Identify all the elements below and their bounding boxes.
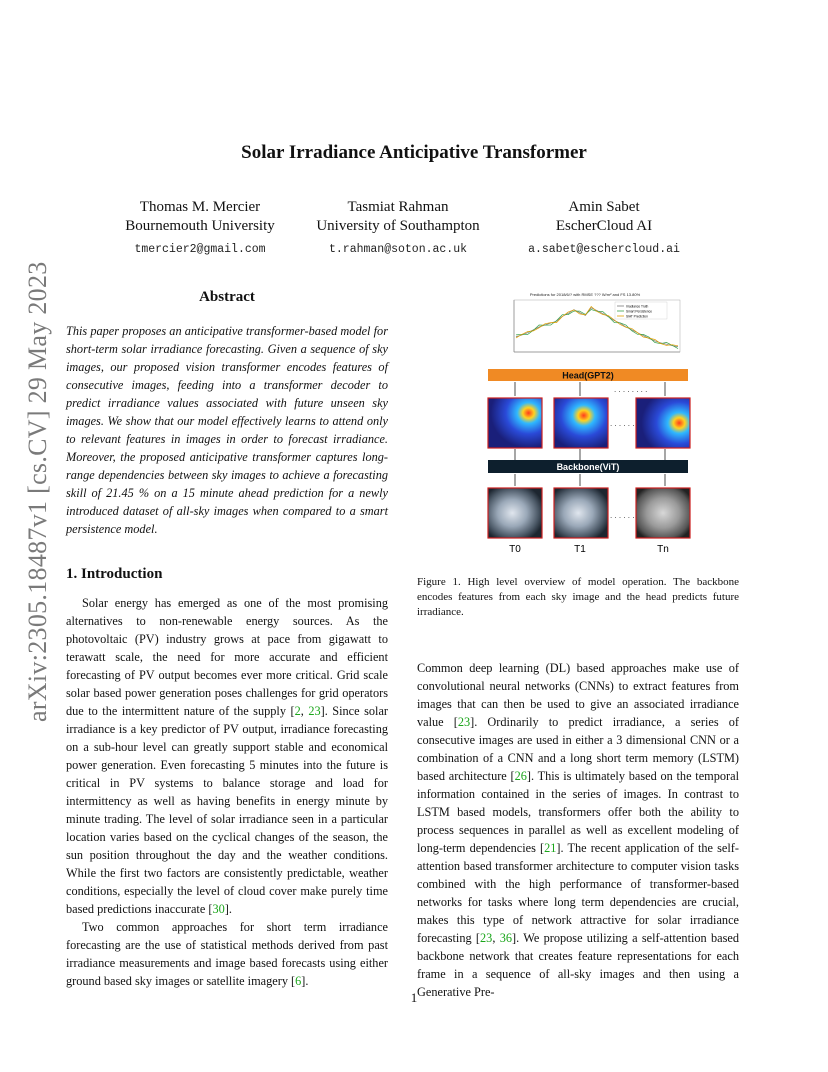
author-affiliation: University of Southampton bbox=[316, 218, 480, 234]
head-label: Head(GPT2) bbox=[562, 370, 614, 381]
intro-paragraph: Two common approaches for short term irradiance forecasting are the use of statistical methods derived from past irradiance measurements and image based forecasts using either ground based sky images or satellite imagery [6]. bbox=[66, 920, 388, 988]
author-email[interactable]: t.rahman@soton.ac.uk bbox=[328, 243, 468, 256]
citation-link[interactable]: 23 bbox=[457, 715, 471, 729]
irradiance-chart bbox=[514, 292, 680, 352]
legend-truth: Irradiance Truth bbox=[626, 304, 649, 309]
sky-image-t0 bbox=[488, 488, 542, 538]
abstract-text: This paper proposes an anticipative transformer-based model for short-term solar irradiance forecasting. Given a sequence of sky images, our proposed vision transformer encodes features of consecutive images, feeding into a transformer decoder to predict irradiance values associated with future unseen sky images. We show that our model effectively learns to attend only to relevant features in images in order to forecast irradiance. Moreover, the proposed anticipative transformer captures long-range dependencies between sky images to achieve a forecasting skill of 21.45 % on a 15 minute ahead prediction for a newly introduced dataset of all-sky images when compared to a smart persistence model. bbox=[66, 324, 388, 536]
legend-prediction: SIAT Prediction bbox=[626, 314, 648, 319]
sky-image-t1 bbox=[554, 488, 608, 538]
intro-left-column bbox=[66, 594, 388, 990]
chart-legend bbox=[615, 302, 667, 319]
backbone-label: Backbone(ViT) bbox=[556, 462, 620, 472]
intro-paragraph: Solar energy has emerged as one of the most promising alternatives to non-renewable energy sources. As the photovoltaic (PV) industry grows at pace from gigawatt to terawatt scale, the need for more accurate and efficient forecasting of PV output becomes ever more critical. Grid scale solar based power generation poses challenges for grid operators due to the intermittent nature of the supply [2, 23]. Since solar irradiance is a key predictor of PV output, irradiance forecasting on a sub-hour level can greatly support stable and economical power generation. Even forecasting 5 minutes into the future is critical in PV systems to balance storage and load for intermittency as well as having benefits in energy minute by minute trading. The level of solar irradiance seen in a particular location varies based on the cyclical changes of the season, the sun position throughout the day and the weather conditions. While the first two factors are consistently predictable, weather conditions, especially the level of cloud cover make purely time based predictions inaccurate [30]. bbox=[66, 596, 388, 916]
author-affiliation: Bournemouth University bbox=[125, 218, 275, 234]
citation-link[interactable]: 26 bbox=[514, 769, 527, 783]
section-heading: 1. Introduction bbox=[66, 566, 163, 582]
author-email[interactable]: tmercier2@gmail.com bbox=[134, 243, 266, 256]
ellipsis-top: . . . . . . . . bbox=[614, 385, 648, 394]
citation-link[interactable]: 30 bbox=[212, 902, 225, 916]
legend-persistence: Smart Persistence bbox=[626, 309, 653, 314]
chart-title: Predictions for 2018/6/? with RMSE ??? W/m² and FS 13.80% bbox=[529, 292, 641, 297]
citation-link[interactable]: 6 bbox=[295, 974, 302, 988]
author-2 bbox=[283, 198, 513, 259]
author-name: Thomas M. Mercier bbox=[139, 199, 261, 215]
author-1 bbox=[85, 198, 315, 259]
figure-1 bbox=[470, 288, 700, 558]
arxiv-identifier: arXiv:2305.18487v1 [cs.CV] 29 May 2023 bbox=[23, 261, 52, 722]
attention-map-t0 bbox=[488, 398, 542, 448]
attention-map-tn bbox=[636, 398, 690, 448]
frame-label-t0: T0 bbox=[509, 544, 521, 555]
ellipsis-bottom: . . . . . . bbox=[610, 511, 635, 520]
abstract-heading: Abstract bbox=[199, 289, 255, 305]
intro-right-column bbox=[417, 659, 739, 1001]
citation-link[interactable]: 23 bbox=[480, 931, 493, 945]
figure-diagram bbox=[470, 288, 700, 558]
intro-paragraph: Common deep learning (DL) based approaches make use of convolutional neural networks (CNNs) to extract features from images that can then be used to give an associated irradiance value [23]. Ordinarily to predict irradiance, a series of consecutive images are used in either a 3 dimensional CNN or a combination of a CNN and a long short term memory (LSTM) based architecture [26]. This is ultimately based on the temporal information contained in the series of images. In contrast to LSTM based models, transformers offer both the ability to process sequences in parallel as well as excellent modeling of long-term dependencies [21]. The recent application of the self-attention based transformer architecture to computer vision tasks combined with the high performance of transformer-based networks for tasks where long term dependencies are crucial, makes this type of network attractive for solar irradiance forecasting [23, 36]. We propose utilizing a self-attention based backbone network that creates feature representations for each frame in a sequence of all-sky images and then using a Generative Pre- bbox=[417, 661, 739, 999]
page-number: 1 bbox=[410, 990, 418, 1005]
author-3 bbox=[489, 198, 719, 259]
citation-link[interactable]: 36 bbox=[499, 931, 512, 945]
author-name: Tasmiat Rahman bbox=[347, 199, 449, 215]
attention-map-t1 bbox=[554, 398, 608, 448]
citation-link[interactable]: 23 bbox=[308, 704, 321, 718]
citation-link[interactable]: 2 bbox=[294, 704, 301, 718]
author-affiliation: EscherCloud AI bbox=[555, 218, 653, 234]
frame-label-t1: T1 bbox=[574, 544, 586, 555]
author-name: Amin Sabet bbox=[568, 199, 640, 215]
paper-title: Solar Irradiance Anticipative Transformer bbox=[241, 142, 587, 163]
citation-link[interactable]: 21 bbox=[544, 841, 557, 855]
sky-image-tn bbox=[636, 488, 690, 538]
figure-caption: Figure 1. High level overview of model operation. The backbone encodes features from each sky image and the head predicts future irradiance. bbox=[417, 576, 739, 618]
ellipsis-mid: . . . . . . bbox=[610, 419, 635, 428]
author-email[interactable]: a.sabet@eschercloud.ai bbox=[528, 243, 680, 256]
frame-label-tn: Tn bbox=[657, 544, 669, 555]
